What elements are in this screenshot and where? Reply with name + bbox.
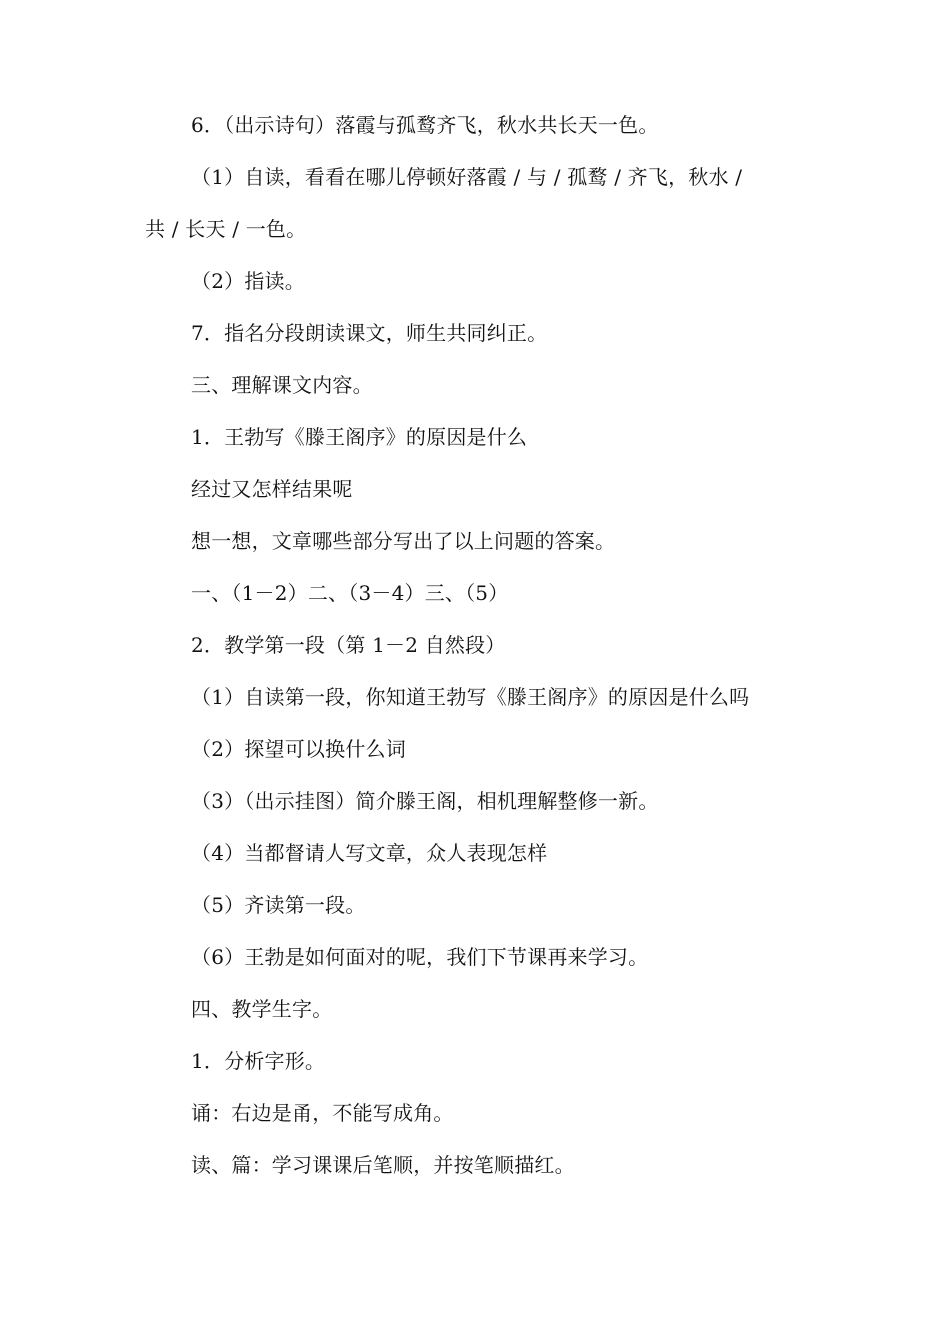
paragraph-char-song: 诵：右边是甬，不能写成角。 [191, 1101, 454, 1125]
paragraph-question-1-cont: 经过又怎样结果呢 [191, 477, 353, 501]
section-heading-3: 三、理解课文内容。 [191, 373, 373, 397]
paragraph-think: 想一想，文章哪些部分写出了以上问题的答案。 [191, 529, 616, 553]
paragraph-teach-section-1: 2．教学第一段（第 1－2 自然段） [191, 633, 506, 657]
paragraph-step-6: （6）王勃是如何面对的呢，我们下节课再来学习。 [191, 945, 649, 969]
paragraph-continuation: 共 / 长天 / 一色。 [145, 217, 307, 241]
paragraph-sections: 一、（1－2）二、（3－4）三、（5） [191, 581, 509, 605]
paragraph-step-2: （2）探望可以换什么词 [191, 737, 406, 761]
paragraph-step-5: （5）齐读第一段。 [191, 893, 366, 917]
paragraph-item-6: 6．（出示诗句）落霞与孤鹜齐飞，秋水共长天一色。 [191, 113, 659, 137]
paragraph-item-7: 7．指名分段朗读课文，师生共同纠正。 [191, 321, 548, 345]
section-heading-4: 四、教学生字。 [191, 997, 333, 1021]
paragraph-analyze: 1．分析字形。 [191, 1049, 326, 1073]
paragraph-sub-1-self-read: （1）自读，看看在哪儿停顿好落霞 / 与 / 孤鹜 / 齐飞，秋水 / [191, 165, 743, 189]
paragraph-step-1: （1）自读第一段，你知道王勃写《滕王阁序》的原因是什么吗 [191, 685, 750, 709]
document-body [145, 112, 810, 1204]
paragraph-question-1: 1．王勃写《滕王阁序》的原因是什么 [191, 425, 528, 449]
paragraph-step-3: （3）（出示挂图）简介滕王阁，相机理解整修一新。 [191, 789, 659, 813]
paragraph-char-du-pian: 读、篇：学习课课后笔顺，并按笔顺描红。 [191, 1153, 575, 1177]
paragraph-step-4: （4）当都督请人写文章，众人表现怎样 [191, 841, 548, 865]
paragraph-sub-2-read: （2）指读。 [191, 269, 305, 293]
